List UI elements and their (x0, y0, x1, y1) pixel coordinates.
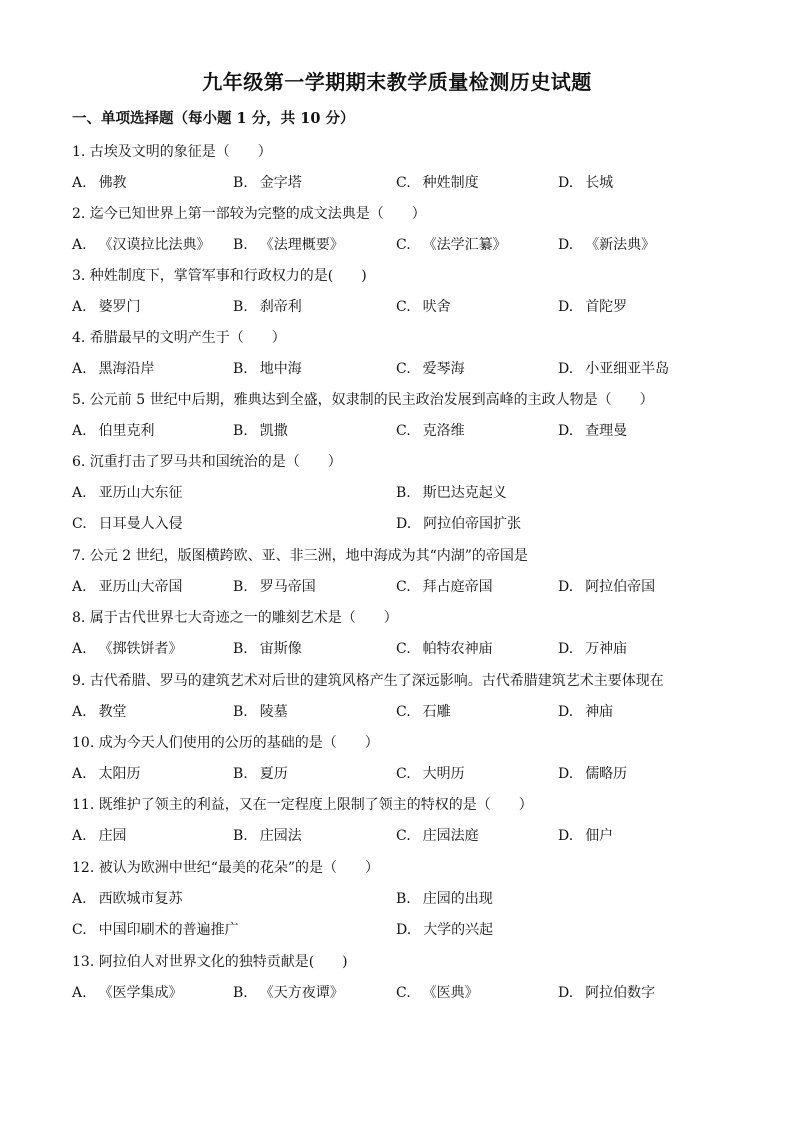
option-c[interactable]: C. 中国印刷术的普遍推广 (72, 922, 239, 938)
question-11-options (72, 825, 732, 845)
option-b[interactable]: B. 夏历 (233, 766, 288, 782)
section-heading: 一、单项选择题（每小题 1 分，共 10 分） (72, 110, 355, 127)
option-d[interactable]: D. 小亚细亚半岛 (558, 361, 670, 377)
option-a[interactable]: A. 婆罗门 (72, 299, 141, 315)
option-b[interactable]: B. 《天方夜谭》 (233, 985, 344, 1001)
option-d[interactable]: D. 阿拉伯帝国扩张 (396, 516, 522, 532)
option-c[interactable]: C. 拜占庭帝国 (396, 579, 493, 595)
option-b[interactable]: B. 罗马帝国 (233, 579, 316, 595)
question-2-stem: 2. 迄今已知世界上第一部较为完整的成文法典是（ ） (72, 206, 426, 222)
option-d[interactable]: D. 阿拉伯数字 (558, 985, 656, 1001)
exam-title: 九年级第一学期期末教学质量检测历史试题 (202, 70, 592, 94)
option-a[interactable]: A. 庄园 (72, 828, 127, 844)
option-b[interactable]: B. 凯撒 (233, 423, 288, 439)
question-7-options (72, 576, 732, 596)
option-c[interactable]: C. 种姓制度 (396, 175, 479, 191)
option-d[interactable]: D. 查理曼 (558, 423, 628, 439)
option-a[interactable]: A. 亚历山大帝国 (72, 579, 183, 595)
option-d[interactable]: D. 万神庙 (558, 641, 628, 657)
option-d[interactable]: D. 首陀罗 (558, 299, 628, 315)
question-6-stem: 6. 沉重打击了罗马共和国统治的是（ ） (72, 454, 342, 470)
option-a[interactable]: A. 佛教 (72, 175, 127, 191)
option-b[interactable]: B. 陵墓 (233, 704, 288, 720)
question-1-options (72, 172, 732, 192)
question-5-stem: 5. 公元前 5 世纪中后期，雅典达到全盛，奴隶制的民主政治发展到高峰的主政人物是（ ） (72, 392, 654, 408)
option-a[interactable]: A. 教堂 (72, 704, 127, 720)
option-a[interactable]: A. 《医学集成》 (72, 985, 183, 1001)
question-4-stem: 4. 希腊最早的文明产生于（ ） (72, 330, 286, 346)
question-9-stem: 9. 古代希腊、罗马的建筑艺术对后世的建筑风格产生了深远影响。古代希腊建筑艺术主要体现在 (72, 673, 664, 689)
option-d[interactable]: D. 阿拉伯帝国 (558, 579, 656, 595)
option-a[interactable]: A. 《掷铁饼者》 (72, 641, 183, 657)
option-b[interactable]: B. 刹帝利 (233, 299, 302, 315)
question-13-stem: 13. 阿拉伯人对世界文化的独特贡献是( ) (72, 954, 348, 970)
question-6-options-row-1 (72, 482, 732, 502)
question-5-options (72, 420, 732, 440)
option-c[interactable]: C. 《法学汇纂》 (396, 237, 507, 253)
option-c[interactable]: C. 石雕 (396, 704, 451, 720)
option-c[interactable]: C. 克洛维 (396, 423, 465, 439)
question-13-options (72, 982, 732, 1002)
question-2-options (72, 234, 732, 254)
option-c[interactable]: C. 日耳曼人入侵 (72, 516, 183, 532)
option-a[interactable]: A. 西欧城市复苏 (72, 891, 183, 907)
option-d[interactable]: D. 佃户 (558, 828, 614, 844)
question-8-options (72, 638, 732, 658)
question-10-options (72, 763, 732, 783)
option-c[interactable]: C. 大明历 (396, 766, 465, 782)
question-8-stem: 8. 属于古代世界七大奇迹之一的雕刻艺术是（ ） (72, 610, 398, 626)
option-c[interactable]: C. 吠舍 (396, 299, 451, 315)
option-d[interactable]: D. 神庙 (558, 704, 614, 720)
question-9-options (72, 701, 732, 721)
option-a[interactable]: A. 亚历山大东征 (72, 485, 183, 501)
question-10-stem: 10. 成为今天人们使用的公历的基础的是（ ） (72, 735, 379, 751)
question-12-options-row-2 (72, 919, 732, 939)
option-b[interactable]: B. 地中海 (233, 361, 302, 377)
option-b[interactable]: B. 《法理概要》 (233, 237, 344, 253)
option-a[interactable]: A. 黑海沿岸 (72, 361, 155, 377)
question-6-options-row-2 (72, 513, 732, 533)
question-4-options (72, 358, 732, 378)
option-c[interactable]: C. 庄园法庭 (396, 828, 479, 844)
question-12-options-row-1 (72, 888, 732, 908)
question-3-options (72, 296, 732, 316)
question-1-stem: 1. 古埃及文明的象征是（ ） (72, 144, 272, 160)
option-b[interactable]: B. 宙斯像 (233, 641, 302, 657)
question-3-stem: 3. 种姓制度下，掌管军事和行政权力的是( ) (72, 268, 367, 284)
option-c[interactable]: C. 爱琴海 (396, 361, 465, 377)
option-d[interactable]: D. 长城 (558, 175, 614, 191)
option-b[interactable]: B. 庄园的出现 (396, 891, 493, 907)
option-d[interactable]: D. 大学的兴起 (396, 922, 494, 938)
question-7-stem: 7. 公元 2 世纪，版图横跨欧、亚、非三洲，地中海成为其“内湖”的帝国是 (72, 548, 528, 564)
option-a[interactable]: A. 《汉谟拉比法典》 (72, 237, 211, 253)
option-b[interactable]: B. 金字塔 (233, 175, 302, 191)
option-a[interactable]: A. 伯里克利 (72, 423, 155, 439)
option-b[interactable]: B. 庄园法 (233, 828, 302, 844)
option-c[interactable]: C. 帕特农神庙 (396, 641, 493, 657)
question-11-stem: 11. 既维护了领主的利益，又在一定程度上限制了领主的特权的是（ ） (72, 797, 533, 813)
option-d[interactable]: D. 《新法典》 (558, 237, 656, 253)
option-a[interactable]: A. 太阳历 (72, 766, 141, 782)
option-d[interactable]: D. 儒略历 (558, 766, 628, 782)
option-c[interactable]: C. 《医典》 (396, 985, 479, 1001)
option-b[interactable]: B. 斯巴达克起义 (396, 485, 507, 501)
question-12-stem: 12. 被认为欧洲中世纪“最美的花朵”的是（ ） (72, 860, 380, 876)
